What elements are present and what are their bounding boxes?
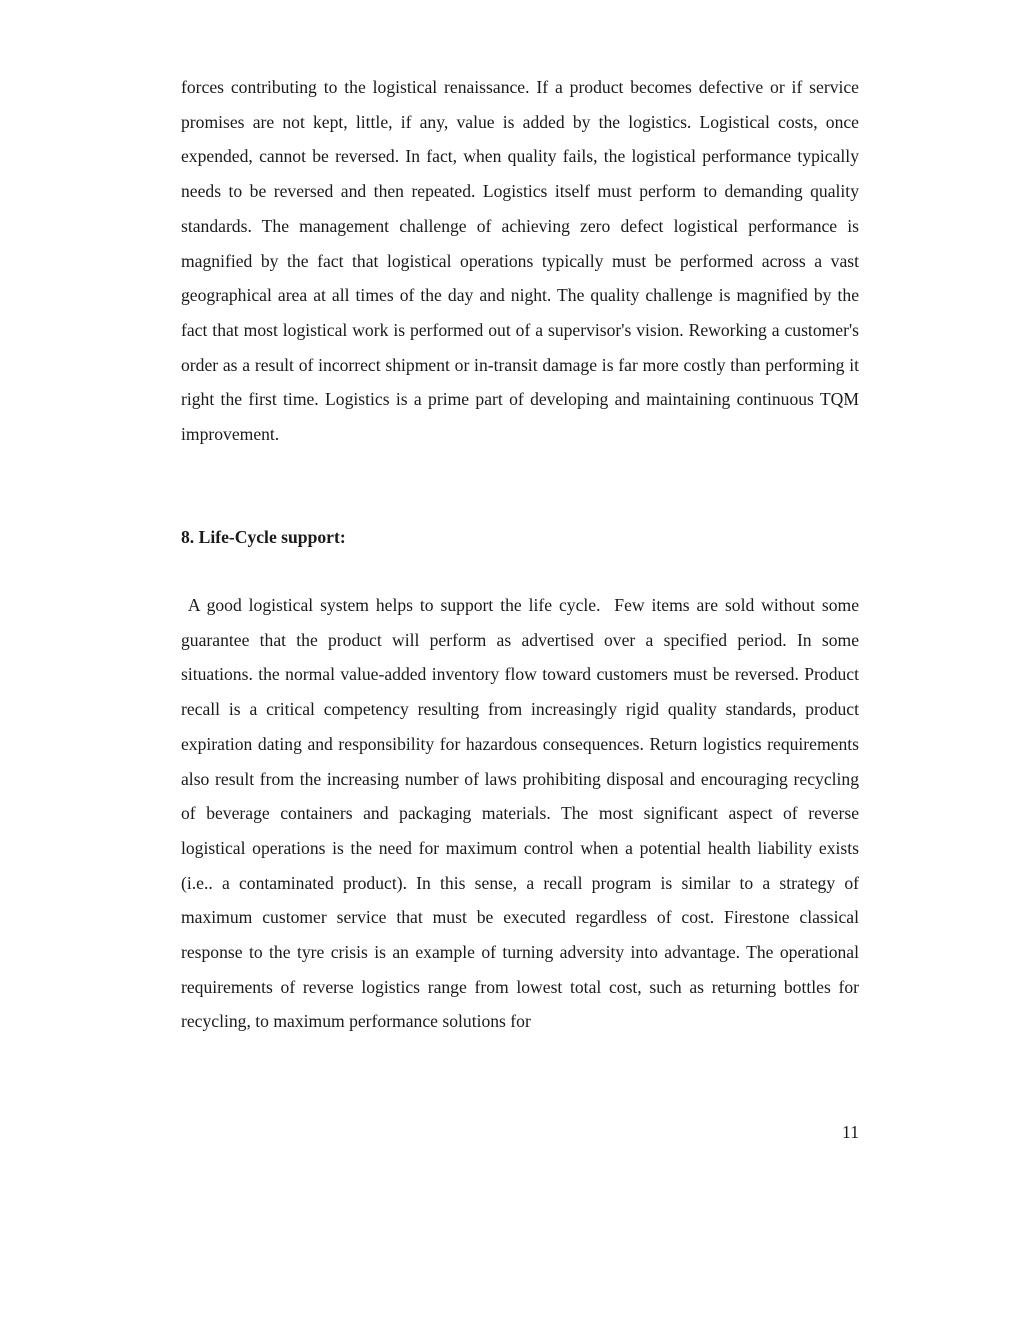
page-number: 11: [842, 1122, 859, 1142]
body-paragraph-quality: forces contributing to the logistical renaissance. If a product becomes defective or if service promises are not kept, little, if any, value is added by the logistics. Logistical costs, once expended, cannot be reversed. In fact, when quality fails, the logistical performance typically needs to be reversed and then repeated. Logistics itself must perform to demanding quality standards. The management challenge of achieving zero defect logistical performance is magnified by the fact that logistical operations typically must be performed across a vast geographical area at all times of the day and night. The quality challenge is magnified by the fact that most logistical work is performed out of a supervisor's vision. Reworking a customer's order as a result of incorrect shipment or in-transit damage is far more costly than performing it right the first time. Logistics is a prime part of developing and maintaining continuous TQM improvement.: [181, 77, 859, 445]
section-heading: 8. Life-Cycle support:: [181, 527, 346, 547]
body-paragraph-life-cycle: A good logistical system helps to support the life cycle. Few items are sold without some guarantee that the product will perform as advertised over a specified period. In some situations. the normal value-added inventory flow toward customers must be reversed. Product recall is a critical competency resulting from increasingly rigid quality standards, product expiration dating and responsibility for hazardous consequences. Return logistics requirements also result from the increasing number of laws prohibiting disposal and encouraging recycling of beverage containers and packaging materials. The most significant aspect of reverse logistical operations is the need for maximum control when a potential health liability exists (i.e.. a contaminated product). In this sense, a recall program is similar to a strategy of maximum customer service that must be executed regardless of cost. Firestone classical response to the tyre crisis is an example of turning adversity into advantage. The operational requirements of reverse logistics range from lowest total cost, such as returning bottles for recycling, to maximum performance solutions for: [181, 595, 864, 1032]
